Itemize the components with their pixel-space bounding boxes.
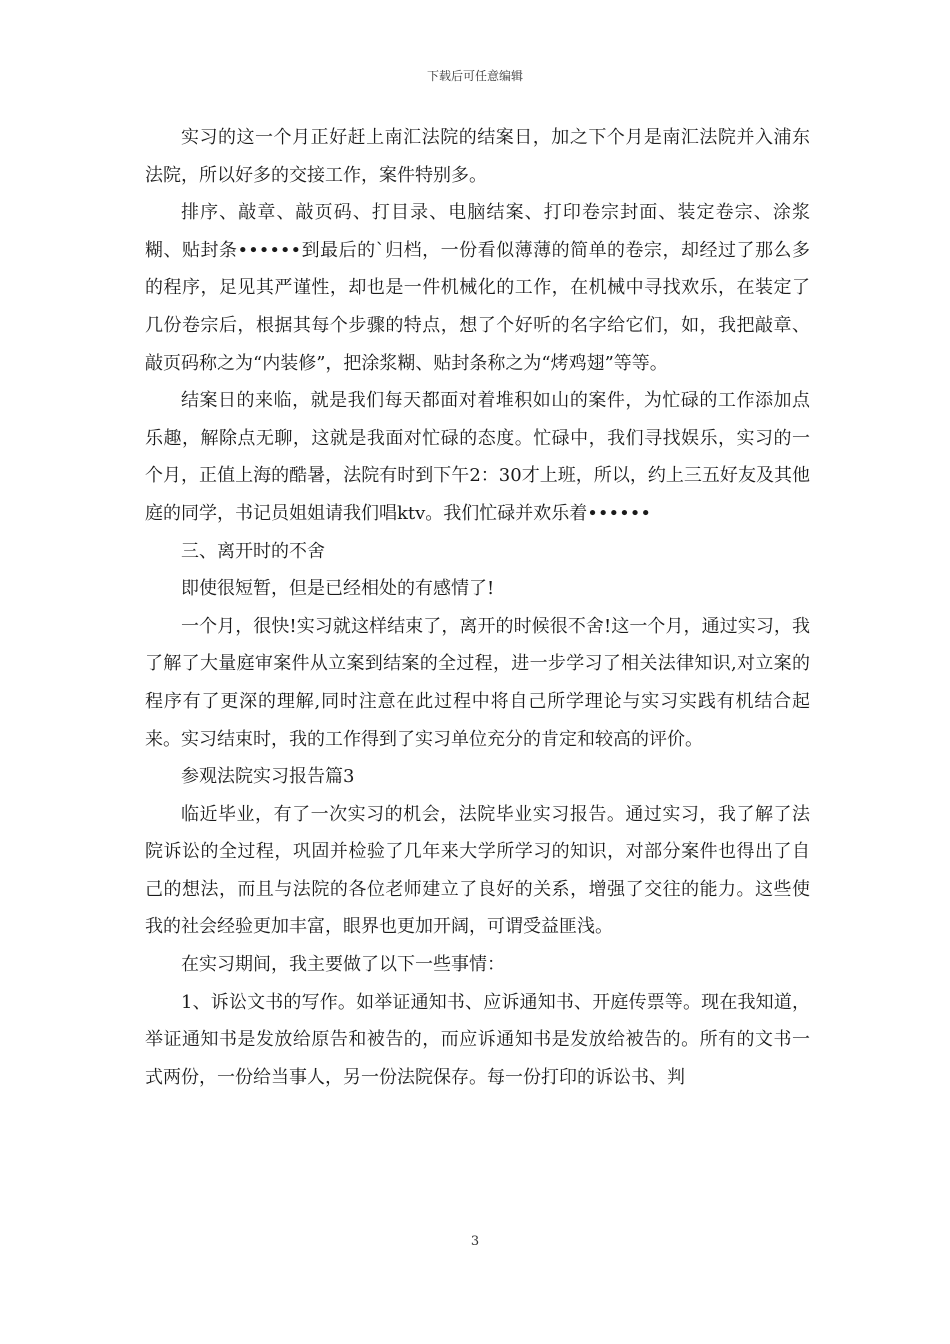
paragraph: 结案日的来临，就是我们每天都面对着堆积如山的案件，为忙碌的工作添加点乐趣，解除点无聊，这就是我面对忙碌的态度。忙碌中，我们寻找娱乐，实习的一个月，正值上海的酷暑，法院有时到下午2：30才上班，所以，约上三五好友及其他庭的同学，书记员姐姐请我们唱ktv。我们忙碌并欢乐着•••••• [145,390,810,524]
section-heading: 三、离开时的不舍 [181,540,325,562]
paragraph: 1、诉讼文书的写作。如举证通知书、应诉通知书、开庭传票等。现在我知道，举证通知书是发放给原告和被告的，而应诉通知书是发放给被告的。所有的文书一式两份，一份给当事人，另一份法院保存。每一份打印的诉讼书、判 [145,991,810,1088]
document-body [145,119,810,1096]
section-heading: 参观法院实习报告篇3 [181,766,355,788]
page-header: 下载后可任意编辑 [426,69,523,83]
paragraph: 排序、敲章、敲页码、打目录、电脑结案、打印卷宗封面、装定卷宗、涂浆糊、贴封条••••••到最后的`归档，一份看似薄薄的简单的卷宗，却经过了那么多的程序，足见其严谨性，却也是一件机械化的工作，在机械中寻找欢乐，在装定了几份卷宗后，根据其每个步骤的特点，想了个好听的名字给它们，如，我把敲章、敲页码称之为“内装修”，把涂浆糊、贴封条称之为“烤鸡翅”等等。 [145,202,810,374]
paragraph: 一个月，很快!实习就这样结束了，离开的时候很不舍!这一个月，通过实习，我了解了大量庭审案件从立案到结案的全过程，进一步学习了相关法律知识,对立案的程序有了更深的理解,同时注意在此过程中将自己所学理论与实习实践有机结合起来。实习结束时，我的工作得到了实习单位充分的肯定和较高的评价。 [145,615,810,750]
paragraph: 实习的这一个月正好赶上南汇法院的结案日，加之下个月是南汇法院并入浦东法院，所以好多的交接工作，案件特别多。 [145,127,810,186]
paragraph: 即使很短暂，但是已经相处的有感情了! [181,578,495,600]
paragraph: 在实习期间，我主要做了以下一些事情： [181,954,505,976]
paragraph: 临近毕业，有了一次实习的机会，法院毕业实习报告。通过实习，我了解了法院诉讼的全过程，巩固并检验了几年来大学所学习的知识，对部分案件也得出了自己的想法，而且与法院的各位老师建立了良好的关系，增强了交往的能力。这些使我的社会经验更加丰富，眼界也更加开阔，可谓受益匪浅。 [145,803,810,938]
page-number: 3 [470,1234,480,1249]
